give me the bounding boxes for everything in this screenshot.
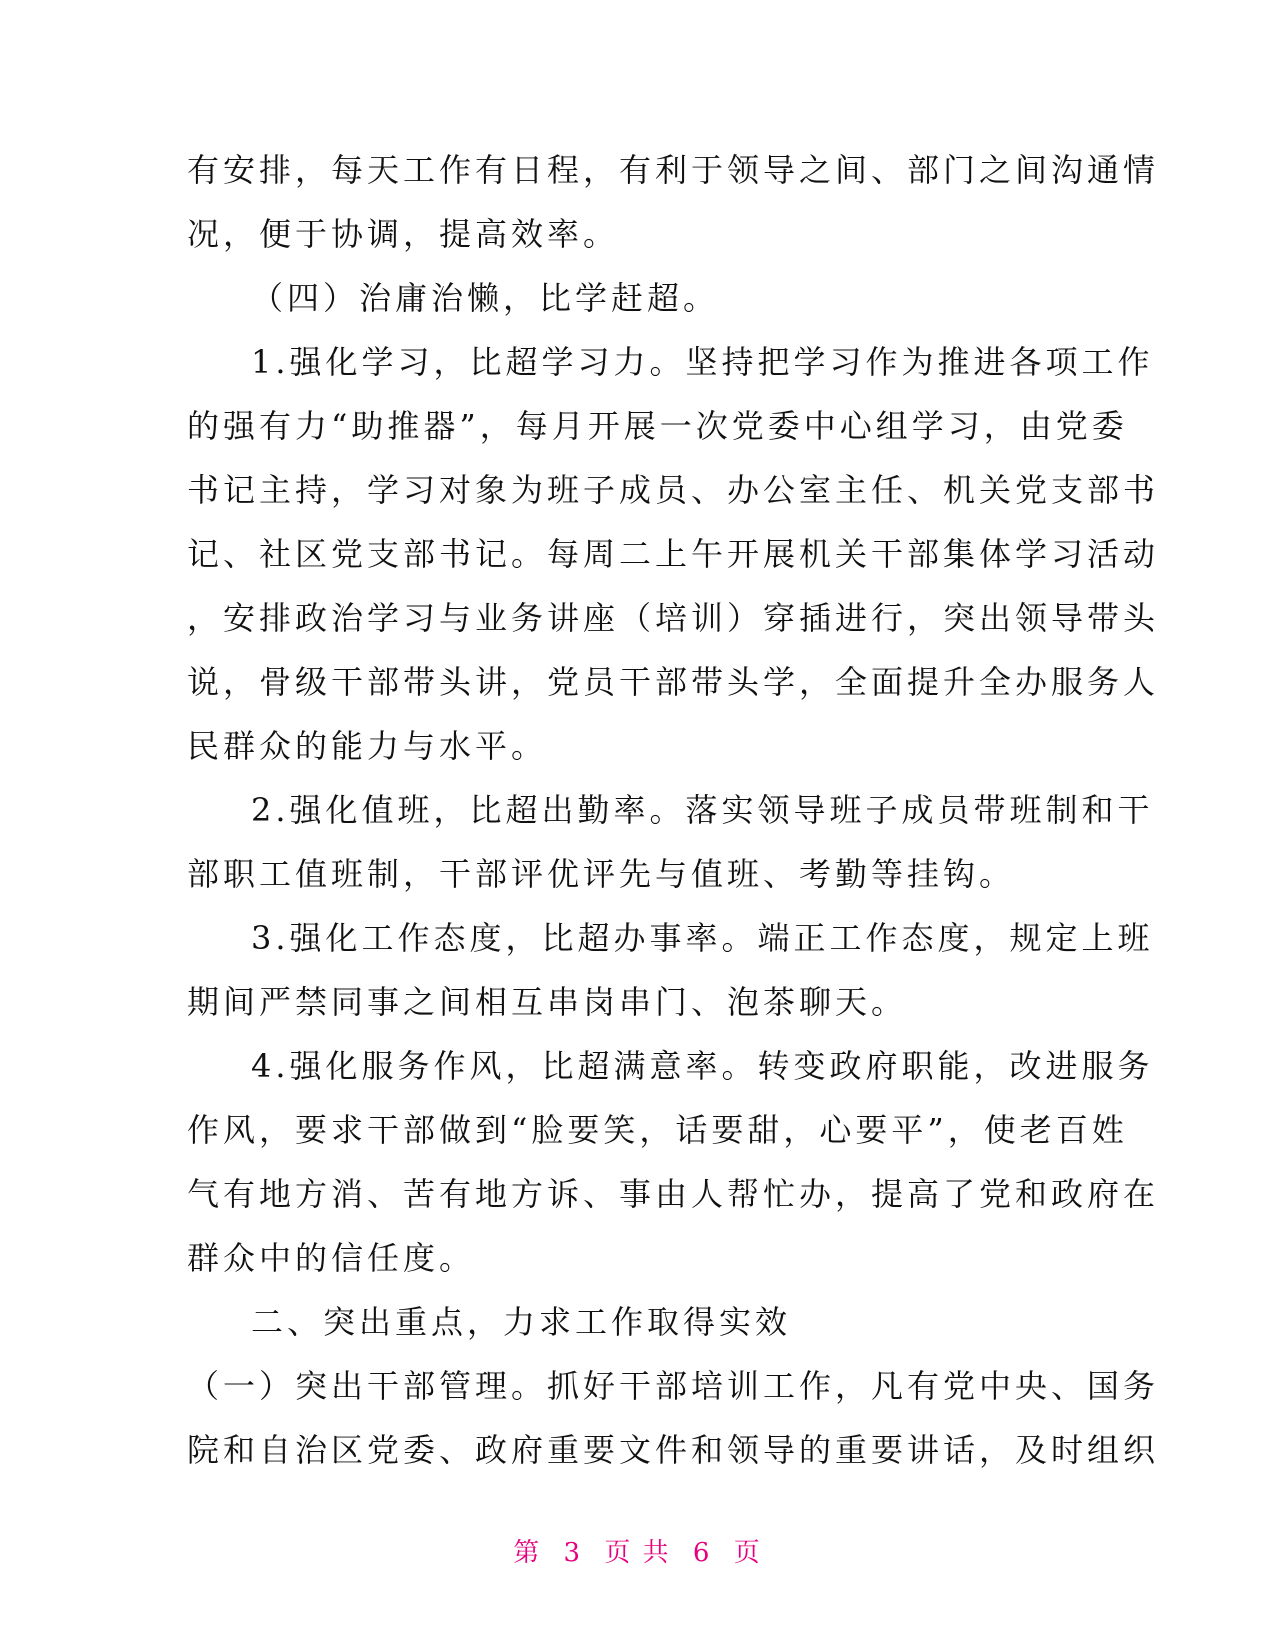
page-number: 3 xyxy=(563,1538,583,1568)
document-body xyxy=(187,138,1160,1482)
text-line: 1.强化学习，比超学习力。坚持把学习作为推进各项工作 xyxy=(251,343,1154,381)
text-line: 群众中的信任度。 xyxy=(187,1239,476,1277)
text-line: 期间严禁同事之间相互串岗串门、泡茶聊天。 xyxy=(187,983,908,1021)
text-line: 民群众的能力与水平。 xyxy=(187,727,548,765)
text-line: 4.强化服务作风，比超满意率。转变政府职能，改进服务 xyxy=(251,1047,1154,1085)
footer-suffix: 页 xyxy=(733,1538,762,1568)
text-line: 2.强化值班，比超出勤率。落实领导班子成员带班制和干 xyxy=(251,791,1154,829)
text-line: 3.强化工作态度，比超办事率。端正工作态度，规定上班 xyxy=(251,919,1154,957)
section-heading: （四）治庸治懒，比学赶超。 xyxy=(251,279,720,317)
text-line: 的强有力“助推器”，每月开展一次党委中心组学习，由党委 xyxy=(187,407,1128,445)
page-total: 6 xyxy=(692,1538,712,1568)
footer-prefix: 第 xyxy=(513,1538,542,1568)
text-line: 部职工值班制，干部评优评先与值班、考勤等挂钩。 xyxy=(187,855,1016,893)
text-line: 书记主持，学习对象为班子成员、办公室主任、机关党支部书 xyxy=(187,471,1160,509)
page-footer xyxy=(0,1532,1275,1569)
text-line: 气有地方消、苦有地方诉、事由人帮忙办，提高了党和政府在 xyxy=(187,1175,1160,1213)
section-heading: 二、突出重点，力求工作取得实效 xyxy=(251,1303,792,1341)
text-line: 说，骨级干部带头讲，党员干部带头学，全面提升全办服务人 xyxy=(187,663,1160,701)
footer-middle: 页 共 xyxy=(604,1538,671,1568)
text-line: ，安排政治学习与业务讲座（培训）穿插进行，突出领导带头 xyxy=(187,599,1160,637)
text-line: 作风，要求干部做到“脸要笑，话要甜，心要平”，使老百姓 xyxy=(187,1111,1128,1149)
text-line: 记、社区党支部书记。每周二上午开展机关干部集体学习活动 xyxy=(187,535,1160,573)
text-line: 院和自治区党委、政府重要文件和领导的重要讲话，及时组织 xyxy=(187,1431,1160,1469)
text-line: （一）突出干部管理。抓好干部培训工作，凡有党中央、国务 xyxy=(187,1367,1160,1405)
text-line: 有安排，每天工作有日程，有利于领导之间、部门之间沟通情 xyxy=(187,151,1160,189)
text-line: 况，便于协调，提高效率。 xyxy=(187,215,620,253)
